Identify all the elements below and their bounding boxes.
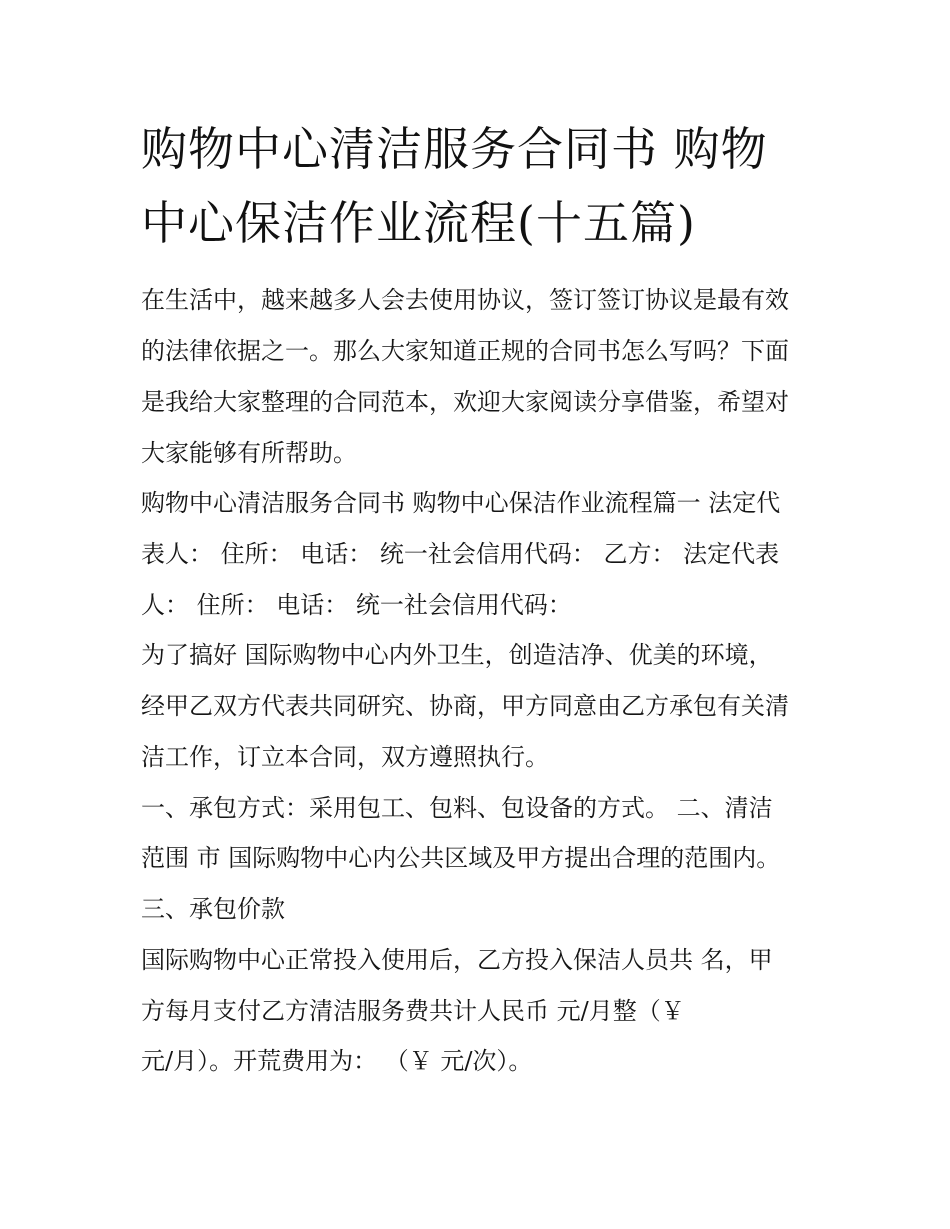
body-line-15: 方每月支付乙方清洁服务费共计人民币 元/月整（￥ (141, 997, 685, 1025)
body-line-14: 国际购物中心正常投入使用后，乙方投入保洁人员共 名，甲 (141, 946, 773, 974)
body-line-1: 在生活中，越来越多人会去使用协议，签订签订协议是最有效 (141, 286, 789, 314)
body-line-12: 范围 市 国际购物中心内公共区域及甲方提出合理的范围内。 (141, 844, 781, 872)
title-line-1: 购物中心清洁服务合同书 购物 (141, 122, 768, 176)
body-line-9: 经甲乙双方代表共同研究、协商，甲方同意由乙方承包有关清 (141, 692, 789, 720)
body-line-4: 大家能够有所帮助。 (141, 439, 357, 467)
body-line-3: 是我给大家整理的合同范本，欢迎大家阅读分享借鉴，希望对 (141, 388, 789, 416)
title-line-2: 中心保洁作业流程(十五篇) (141, 196, 696, 250)
body-line-5: 购物中心清洁服务合同书 购物中心保洁作业流程篇一 法定代 (141, 489, 781, 517)
body-line-7: 人： 住所： 电话： 统一社会信用代码： (141, 591, 572, 619)
body-line-16: 元/月）。开荒费用为： （￥ 元/次）。 (141, 1047, 533, 1075)
body-line-11: 一、承包方式：采用包工、包料、包设备的方式。 二、清洁 (141, 794, 773, 822)
body-line-13: 三、承包价款 (141, 895, 285, 923)
body-line-8: 为了搞好 国际购物中心内外卫生，创造洁净、优美的环境， (141, 641, 773, 669)
body-line-6: 表人： 住所： 电话： 统一社会信用代码： 乙方： 法定代表 (141, 540, 780, 568)
body-line-2: 的法律依据之一。那么大家知道正规的合同书怎么写吗？下面 (141, 337, 789, 365)
body-line-10: 洁工作，订立本合同，双方遵照执行。 (141, 743, 549, 771)
document-title (141, 112, 821, 260)
